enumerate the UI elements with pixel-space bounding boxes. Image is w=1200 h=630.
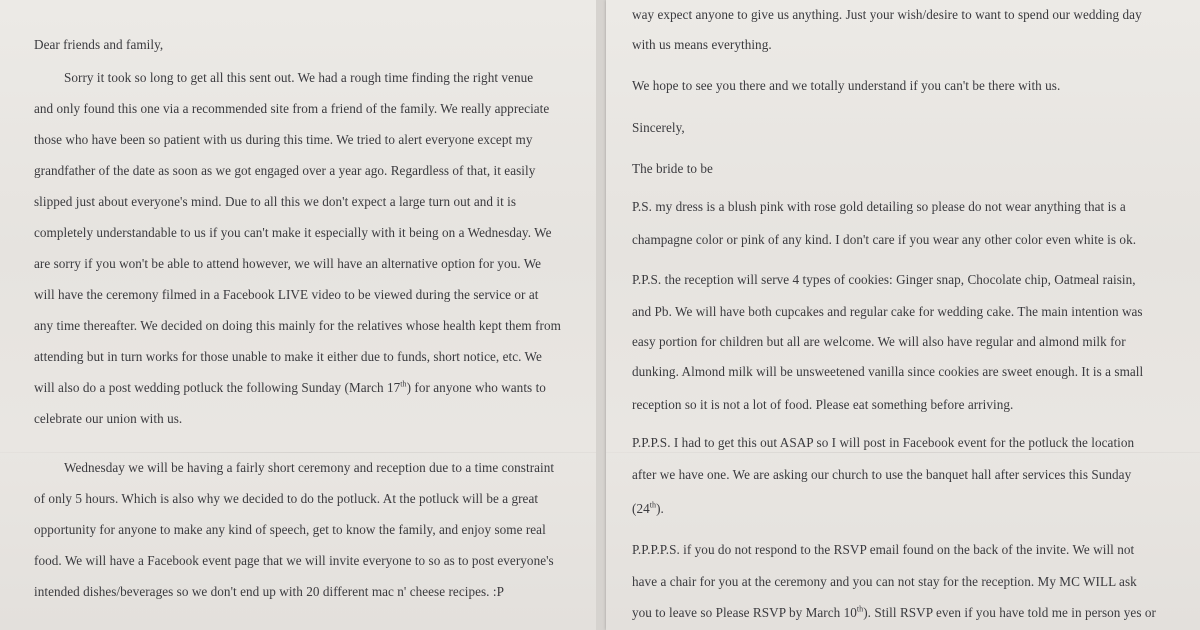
paper-fold-line	[0, 452, 596, 453]
letter-line: P.P.P.P.S. if you do not respond to the RSVP email found on the back of the invite. We will not	[632, 542, 1135, 557]
letter-line: P.P.P.S. I had to get this out ASAP so I will post in Facebook event for the potluck the location	[632, 435, 1135, 450]
letter-line: Wednesday we will be having a fairly short ceremony and reception due to a time constraint	[64, 460, 555, 475]
paper-fold-line	[606, 452, 1200, 453]
letter-line: slipped just about everyone's mind. Due to all this we don't expect a large turn out and it is	[34, 194, 517, 209]
letter-line	[632, 605, 1156, 621]
letter-line: food. We will have a Facebook event page that we will invite everyone to so as to post everyone's	[34, 553, 554, 568]
signature: The bride to be	[632, 161, 713, 176]
letter-line: champagne color or pink of any kind. I don't care if you wear any other color even white is ok.	[632, 232, 1137, 247]
letter-page-right	[606, 0, 1200, 630]
letter-page-left	[0, 0, 596, 630]
closing: Sincerely,	[632, 120, 685, 135]
superscript: th	[856, 604, 864, 614]
letter-line-text: ). Still RSVP even if you have told me in person yes or	[863, 605, 1156, 620]
letter-line-text: ) for anyone who wants to	[406, 380, 546, 395]
letter-line: intended dishes/beverages so we don't end up with 20 different mac n' cheese recipes. :P	[34, 584, 504, 599]
letter-line: celebrate our union with us.	[34, 411, 183, 426]
letter-line: with us means everything.	[632, 37, 772, 52]
letter-line: Sorry it took so long to get all this sent out. We had a rough time finding the right venue	[64, 70, 534, 85]
letter-line: way expect anyone to give us anything. Just your wish/desire to want to spend our wedding day	[632, 7, 1142, 22]
letter-line: of only 5 hours. Which is also why we decided to do the potluck. At the potluck will be a great	[34, 491, 539, 506]
letter-line: and only found this one via a recommended site from a friend of the family. We really appreciate	[34, 101, 550, 116]
letter-line: grandfather of the date as soon as we got engaged over a year ago. Regardless of that, it easily	[34, 163, 536, 178]
letter-line: any time thereafter. We decided on doing this mainly for the relatives whose health kept them from	[34, 318, 561, 333]
letter-line: P.S. my dress is a blush pink with rose gold detailing so please do not wear anything that is a	[632, 199, 1126, 214]
letter-line: and Pb. We will have both cupcakes and regular cake for wedding cake. The main intention was	[632, 304, 1143, 319]
page-separator	[596, 0, 606, 630]
greeting: Dear friends and family,	[34, 37, 164, 52]
superscript: th	[649, 500, 657, 510]
letter-line: easy portion for children but all are welcome. We will also have regular and almond milk for	[632, 334, 1126, 349]
superscript: th	[400, 379, 407, 389]
letter-line: opportunity for anyone to make any kind of speech, get to know the family, and enjoy some real	[34, 522, 546, 537]
letter-line-text: ).	[656, 501, 664, 516]
letter-line-text: will also do a post wedding potluck the following Sunday (March 17	[34, 380, 401, 395]
letter-line: completely understandable to us if you can't make it especially with it being on a Wednesday. We	[34, 225, 552, 240]
letter-line: will have the ceremony filmed in a Facebook LIVE video to be viewed during the service or at	[34, 287, 539, 302]
letter-line-text: (24	[632, 501, 650, 516]
letter-line	[632, 501, 664, 517]
letter-line: after we have one. We are asking our church to use the banquet hall after services this Sunday	[632, 467, 1132, 482]
letter-line: attending but in turn works for those unable to make it either due to funds, short notice, etc. We	[34, 349, 542, 364]
letter-line: P.P.S. the reception will serve 4 types of cookies: Ginger snap, Chocolate chip, Oatmeal raisin,	[632, 272, 1136, 287]
letter-line	[34, 380, 546, 396]
letter-line: We hope to see you there and we totally understand if you can't be there with us.	[632, 78, 1061, 93]
letter-line: have a chair for you at the ceremony and you can not stay for the reception. My MC WILL ask	[632, 574, 1137, 589]
letter-line-text: you to leave so Please RSVP by March 10	[632, 605, 857, 620]
letter-line: dunking. Almond milk will be unsweetened vanilla since cookies are sweet enough. It is a small	[632, 364, 1144, 379]
letter-line: are sorry if you won't be able to attend however, we will have an alternative option for you. We	[34, 256, 542, 271]
letter-line: those who have been so patient with us during this time. We tried to alert everyone except my	[34, 132, 533, 147]
letter-line: reception so it is not a lot of food. Please eat something before arriving.	[632, 397, 1014, 412]
